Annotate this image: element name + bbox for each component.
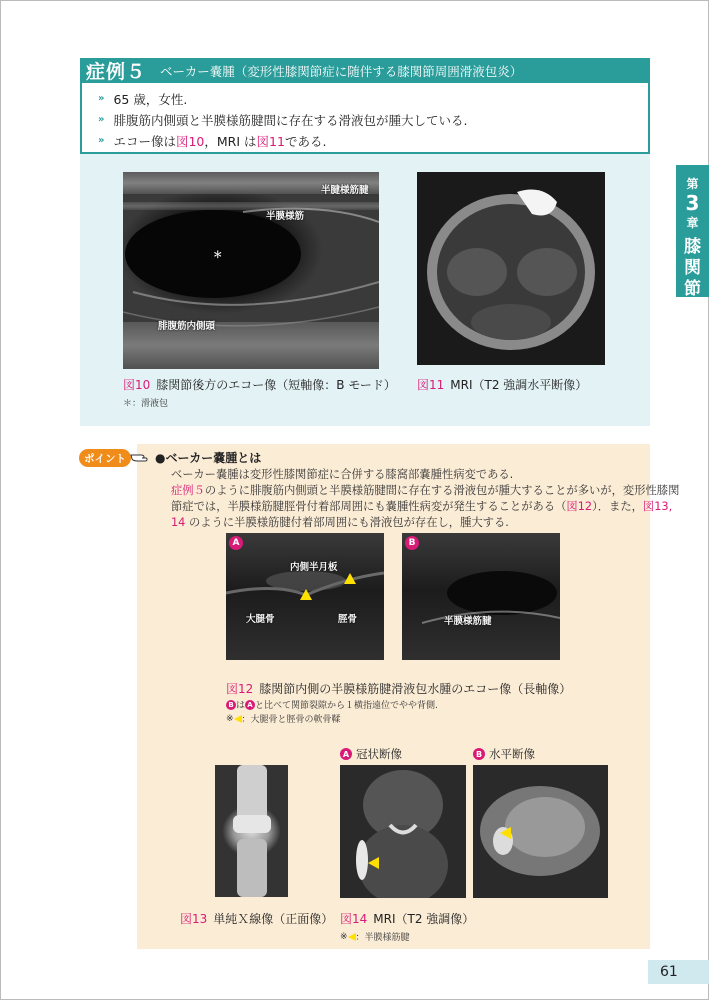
point-text <box>171 514 509 530</box>
fig14a-header-text: 冠状断像 <box>356 747 402 761</box>
label-muscle: 半膜様筋 <box>266 211 305 222</box>
badge-a: A <box>229 536 243 550</box>
ultrasound-texture <box>402 533 560 660</box>
point-text-span: のように腓腹筋内側頭と半膜様筋腱間に存在する滑液包が腫大することが多いが，変形性膝関 <box>204 484 680 497</box>
case-number: 症例５ <box>86 61 147 83</box>
point-text-span: ）．また， <box>592 500 643 513</box>
ultrasound-image-fig10 <box>123 172 379 369</box>
figure-reference[interactable]: 図10 <box>175 133 205 149</box>
arrowhead-icon <box>348 933 356 941</box>
fig13-caption-text: 単純Ｘ線像（正面像） <box>213 912 334 926</box>
fig14b-header <box>473 746 535 762</box>
figure-reference[interactable]: 図11 <box>256 133 285 149</box>
chapter-name-char: 関 <box>684 258 701 278</box>
fig11-number: 図11 <box>417 378 445 392</box>
summary-text: 65 歳，女性. <box>113 91 188 107</box>
badge-b: B <box>405 536 419 550</box>
point-text <box>171 482 679 498</box>
fig11-caption-text: MRI（T2 強調水平断像） <box>450 378 588 392</box>
summary-text: 腓腹筋内側頭と半膜様筋腱間に存在する滑液包が腫大している. <box>113 112 468 128</box>
mri-image-fig14b <box>473 765 608 898</box>
arrowhead-icon <box>500 827 511 839</box>
figure-reference[interactable]: 14 <box>171 516 186 529</box>
label-femur: 大腿骨 <box>246 614 275 625</box>
summary-item <box>98 130 648 151</box>
label-bursa-star: ＊ <box>213 250 223 261</box>
badge-a: A <box>245 700 255 710</box>
fig14-caption <box>340 910 474 927</box>
fig10-number: 図10 <box>123 378 151 392</box>
fig13-caption <box>180 910 333 927</box>
label-semimembranosus-tendon: 半膜様筋腱 <box>444 616 492 627</box>
point-text-span: 節症では，半膜様筋腱脛骨付着部周囲にも嚢腫性病変が発生することがある（ <box>171 500 567 513</box>
fig14-caption-text: MRI（T2 強調像） <box>373 912 475 926</box>
fig14b-header-text: 水平断像 <box>489 747 535 761</box>
mri-texture <box>340 765 466 898</box>
arrowhead-icon <box>234 715 242 723</box>
chapter-name-char: 膝 <box>684 237 701 257</box>
page-number-bar <box>648 960 709 984</box>
label-gastrocnemius: 腓腹筋内側頭 <box>158 321 216 332</box>
fig14-note-text: ※ <box>340 931 348 942</box>
xray-texture <box>215 765 288 897</box>
pointing-hand-icon <box>129 447 149 467</box>
chapter-name-char: 節 <box>684 279 701 299</box>
chapter-prefix: 第 <box>686 177 699 191</box>
fig10-caption <box>123 376 396 393</box>
label-tibia: 脛骨 <box>338 614 358 625</box>
ultrasound-image-fig12b <box>402 533 560 660</box>
arrowhead-icon <box>368 857 379 869</box>
fig14-note <box>340 930 410 943</box>
ultrasound-texture <box>123 172 379 369</box>
case-header <box>80 58 650 83</box>
point-text <box>171 498 672 514</box>
fig12-note-text: は <box>236 701 246 711</box>
figure-reference[interactable]: 図13, <box>642 500 673 513</box>
point-text: ベーカー嚢腫は変形性膝関節症に合併する膝窩部嚢腫性病変である. <box>171 468 514 481</box>
page-number: 61 <box>660 964 678 980</box>
mri-image-fig11 <box>417 172 605 365</box>
case-summary <box>80 83 650 154</box>
mri-image-fig14a <box>340 765 466 898</box>
fig14a-header <box>340 746 402 762</box>
arrowhead-icon <box>344 573 356 584</box>
point-text-span: のように半膜様筋腱付着部周囲にも滑液包が存在し，腫大する. <box>185 516 509 529</box>
fig12-note-text: と比べて関節裂隙から１横指遠位でやや背側. <box>255 701 438 711</box>
chapter-number: 3 <box>685 191 700 215</box>
summary-text: エコー像は <box>113 133 176 149</box>
fig10-caption-text: 膝関節後方のエコー像（短軸像：B モード） <box>156 378 396 392</box>
chevron-right-icon: » <box>98 135 105 146</box>
case-title: ベーカー嚢腫（変形性膝関節症に随伴する膝関節周囲滑液包炎） <box>160 63 523 79</box>
arrowhead-icon <box>300 589 312 600</box>
fig11-caption <box>417 376 587 393</box>
fig12-note-text: ：大腿骨と脛骨の軟骨鞣 <box>241 715 341 725</box>
chapter-tab <box>676 165 709 297</box>
fig13-number: 図13 <box>180 912 208 926</box>
chevron-right-icon: » <box>98 93 105 104</box>
summary-item <box>98 109 648 130</box>
xray-image-fig13 <box>215 765 288 897</box>
fig12-caption-text: 膝関節内側の半膜様筋腱滑液包水腫のエコー像（長軸像） <box>259 682 572 696</box>
figure-area <box>80 154 650 426</box>
fig12-note1 <box>226 698 438 711</box>
fig12-number: 図12 <box>226 682 254 696</box>
fig14-number: 図14 <box>340 912 368 926</box>
fig14-note-text: ：半膜様筋腱 <box>355 933 410 943</box>
fig12-caption <box>226 680 571 697</box>
fig12-note2 <box>226 712 341 725</box>
mri-texture <box>473 765 608 898</box>
figure-reference[interactable]: 図12 <box>566 500 593 513</box>
badge-a: A <box>340 748 352 760</box>
label-meniscus: 内側半月板 <box>290 562 338 573</box>
point-badge: ポイント <box>79 449 131 467</box>
summary-text: ，MRI は <box>204 133 257 149</box>
mri-texture <box>417 172 605 365</box>
badge-b: B <box>473 748 485 760</box>
summary-item <box>98 88 648 109</box>
fig10-note: ＊：滑液包 <box>123 399 169 409</box>
ultrasound-image-fig12a <box>226 533 384 660</box>
case-reference[interactable]: 症例５ <box>171 484 205 497</box>
fig12-note-text: ※ <box>226 713 234 724</box>
point-title: ●ベーカー嚢腫とは <box>155 451 262 465</box>
chevron-right-icon: » <box>98 114 105 125</box>
badge-b: B <box>226 700 236 710</box>
summary-text: である. <box>284 133 327 149</box>
chapter-suffix: 章 <box>686 216 699 230</box>
label-tendon: 半腱様筋腱 <box>321 185 369 196</box>
